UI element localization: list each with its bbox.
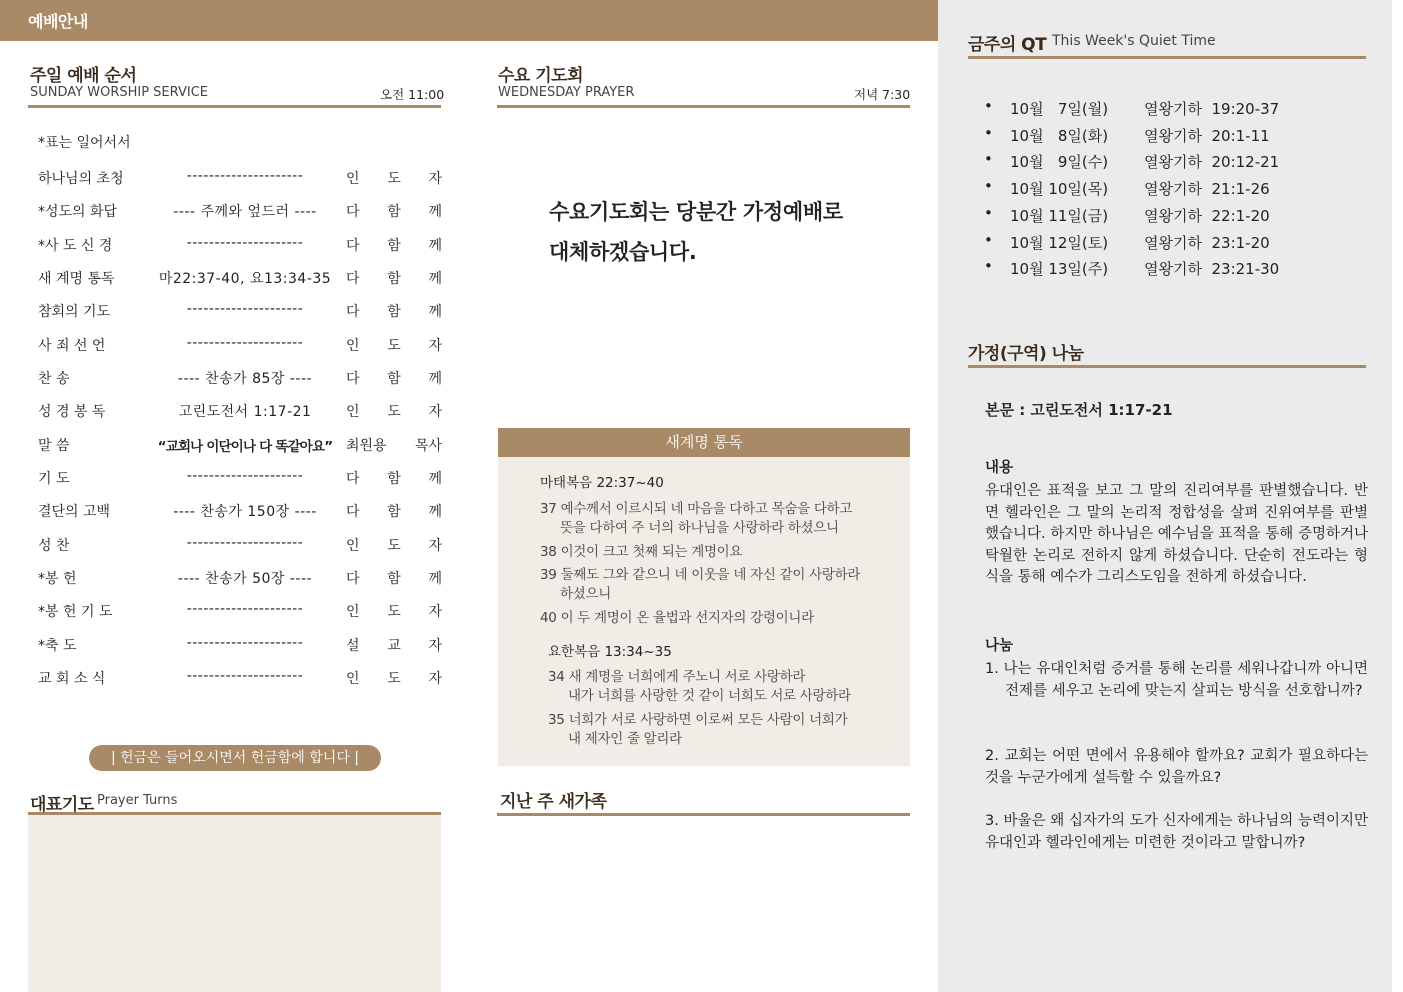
qt-passage: 열왕기하 23:1-20 <box>1144 233 1270 252</box>
share-question-1: 1. 나는 유대인처럼 증거를 통해 논리를 세워나갑니까 아니면 전제를 세우고 논리에 맞는지 살피는 방식을 선호합니까? <box>985 661 1368 699</box>
order-item: *성도의 화답 <box>38 204 118 220</box>
order-leader: 인 도 자 <box>346 404 442 420</box>
qt-passage: 열왕기하 21:1-26 <box>1144 180 1270 199</box>
content-text: 유대인은 표적을 보고 그 말의 진리여부를 판별했습니다. 반면 헬라인은 그 말의 논리적 정합성을 살펴 진위여부를 판별했습니다. 하지만 하나님은 예수님을 표적을 통해 증명하거나 탁월한 논리로 전하지 않게 하셨습니다. 단순히 전도라는 형식을 통해 예수가 그리스도임을 전하게 하셨습니다. <box>985 483 1368 585</box>
worship-order-row <box>38 501 440 523</box>
verse-line: 39 둘째도 그와 같으니 네 이웃을 네 자신 같이 사랑하라 <box>540 567 861 583</box>
qt-date: 10월 10일(목) <box>1010 180 1109 199</box>
share-question-2: 2. 교회는 어떤 면에서 유용해야 할까요? 교회가 필요하다는 것을 누군가에게 설득할 수 있을까요? <box>985 748 1368 786</box>
worship-order-row <box>38 168 440 190</box>
order-leader: 다 함 께 <box>346 304 442 320</box>
banner-title: 예배안내 <box>28 12 88 31</box>
qt-subtitle: This Week's Quiet Time <box>1052 33 1216 49</box>
order-content: --------------------- <box>186 168 304 184</box>
share-label: 나눔 <box>985 638 1014 654</box>
order-leader: 인 도 자 <box>346 671 442 687</box>
order-content: --------------------- <box>186 468 304 484</box>
order-content: 마22:37-40, 요13:34-35 <box>158 271 332 287</box>
order-content: --------------------- <box>186 668 304 684</box>
matthew-title: 마태복음 22:37~40 <box>540 475 664 491</box>
order-item: 교 회 소 식 <box>38 671 106 687</box>
worship-order-row <box>38 335 440 357</box>
order-content: ---- 찬송가 85장 ---- <box>177 371 313 387</box>
sunday-title: 주일 예배 순서 <box>30 66 137 86</box>
qt-item <box>984 232 1304 254</box>
qt-date: 10월 13일(주) <box>1010 260 1109 279</box>
prayer-turns-title: 대표기도 <box>30 795 94 815</box>
bullet-icon: • <box>984 230 993 249</box>
order-item: 참회의 기도 <box>38 304 111 320</box>
order-item: 성 경 봉 독 <box>38 404 106 420</box>
qt-passage: 열왕기하 20:1-11 <box>1144 126 1270 145</box>
order-leader: 다 함 께 <box>346 204 442 220</box>
notice-line-1: 수요기도회는 당분간 가정예배로 <box>549 200 843 224</box>
qt-date: 10월 11일(금) <box>1010 206 1109 225</box>
worship-order-row <box>38 635 440 657</box>
wednesday-time: 저녁 7:30 <box>854 87 911 102</box>
order-leader: 다 함 께 <box>346 238 442 254</box>
qt-item <box>984 98 1304 120</box>
order-leader: 인 도 자 <box>346 604 442 620</box>
order-item: 하나님의 초청 <box>38 171 124 187</box>
order-leader: 최원용 목사 <box>346 438 442 454</box>
order-content: --------------------- <box>186 535 304 551</box>
order-content: --------------------- <box>186 635 304 651</box>
qt-passage: 열왕기하 22:1-20 <box>1144 206 1270 225</box>
order-content: --------------------- <box>186 335 304 351</box>
order-leader: 인 도 자 <box>346 338 442 354</box>
order-content: --------------------- <box>186 301 304 317</box>
worship-order-row <box>38 668 440 690</box>
verse-line: 40 이 두 계명이 온 율법과 선지자의 강령이니라 <box>540 610 814 626</box>
order-item: 사 죄 선 언 <box>38 338 106 354</box>
standing-note: *표는 일어서서 <box>38 135 131 151</box>
order-content: “교회나 이단이나 다 똑같아요” <box>157 439 333 455</box>
worship-order-row <box>38 201 440 223</box>
qt-passage: 열왕기하 20:12-21 <box>1144 153 1280 172</box>
verse-line: 하셨으니 <box>560 586 611 602</box>
order-item: 기 도 <box>38 471 70 487</box>
order-content: ---- 찬송가 50장 ---- <box>177 571 313 587</box>
order-leader: 설 교 자 <box>346 638 442 654</box>
wednesday-title: 수요 기도회 <box>498 66 584 86</box>
qt-item <box>984 151 1304 173</box>
commandment-header: 새계명 통독 <box>498 428 910 457</box>
order-leader: 다 함 께 <box>346 371 442 387</box>
order-item: 찬 송 <box>38 371 70 387</box>
order-item: *봉 헌 기 도 <box>38 604 113 620</box>
qt-item <box>984 258 1304 280</box>
worship-order-row <box>38 235 440 257</box>
bullet-icon: • <box>984 150 993 169</box>
order-item: *봉 헌 <box>38 571 77 587</box>
qt-date: 10월 9일(수) <box>1010 153 1109 172</box>
order-item: 성 찬 <box>38 538 70 554</box>
verse-line: 34 새 계명을 너희에게 주노니 서로 사랑하라 <box>548 669 806 685</box>
page-edge <box>1392 0 1403 992</box>
prayer-turns-box <box>28 815 441 992</box>
order-content: --------------------- <box>186 601 304 617</box>
verse-line: 내 제자인 줄 알리라 <box>568 731 682 747</box>
order-item: *사 도 신 경 <box>38 238 113 254</box>
order-item: 말 씀 <box>38 438 70 454</box>
offering-note: | 헌금은 들어오시면서 헌금함에 합니다 | <box>89 745 381 771</box>
qt-passage: 열왕기하 23:21-30 <box>1144 260 1280 279</box>
bullet-icon: • <box>984 97 993 115</box>
order-leader: 인 도 자 <box>346 171 442 187</box>
sunday-subtitle: SUNDAY WORSHIP SERVICE <box>30 85 208 100</box>
qt-item <box>984 205 1304 227</box>
worship-order-row <box>38 468 440 490</box>
family-share-title: 가정(구역) 나눔 <box>968 344 1084 364</box>
order-content: 고린도전서 1:17-21 <box>178 404 312 420</box>
wednesday-subtitle: WEDNESDAY PRAYER <box>498 85 635 100</box>
order-item: *축 도 <box>38 638 77 654</box>
bullet-icon: • <box>984 203 993 222</box>
worship-order-row <box>38 568 440 590</box>
content-label: 내용 <box>985 460 1014 476</box>
verse-line: 35 너희가 서로 사랑하면 이로써 모든 사람이 너희가 <box>548 712 848 728</box>
order-content: ---- 찬송가 150장 ---- <box>173 504 317 520</box>
verse-line: 37 예수께서 이르시되 네 마음을 다하고 목숨을 다하고 <box>540 501 853 517</box>
qt-date: 10월 7일(월) <box>1010 100 1109 118</box>
qt-title: 금주의 QT <box>968 35 1047 55</box>
order-leader: 다 함 께 <box>346 504 442 520</box>
john-title: 요한복음 13:34~35 <box>548 644 672 660</box>
prayer-turns-subtitle: Prayer Turns <box>97 793 178 808</box>
qt-item <box>984 125 1304 147</box>
bullet-icon: • <box>984 257 993 276</box>
order-content: --------------------- <box>186 235 304 251</box>
order-leader: 인 도 자 <box>346 538 442 554</box>
bullet-icon: • <box>984 177 993 196</box>
worship-order-row <box>38 435 440 457</box>
worship-order-row <box>38 601 440 623</box>
wednesday-notice <box>549 192 909 272</box>
order-leader: 다 함 께 <box>346 471 442 487</box>
verse-line: 뜻을 다하여 주 너의 하나님을 사랑하라 하셨으니 <box>560 520 839 536</box>
qt-item <box>984 178 1304 200</box>
commandment-box <box>498 457 910 766</box>
scripture-reference: 본문 : 고린도전서 1:17-21 <box>985 401 1173 419</box>
worship-order-row <box>38 368 440 390</box>
worship-order-row <box>38 535 440 557</box>
order-content: ---- 주께와 엎드러 ---- <box>173 204 317 220</box>
order-leader: 다 함 께 <box>346 271 442 287</box>
notice-line-2: 대체하겠습니다. <box>549 240 697 264</box>
order-leader: 다 함 께 <box>346 571 442 587</box>
share-question-3: 3. 바울은 왜 십자가의 도가 신자에게는 하나님의 능력이지만 유대인과 헬라인에게는 미련한 것이라고 말합니까? <box>985 813 1368 851</box>
qt-passage: 열왕기하 19:20-37 <box>1144 100 1280 118</box>
bullet-icon: • <box>984 123 993 142</box>
order-item: 결단의 고백 <box>38 504 111 520</box>
worship-order-row <box>38 401 440 423</box>
new-family-title: 지난 주 새가족 <box>500 792 607 812</box>
verse-line: 내가 너희를 사랑한 것 같이 너희도 서로 사랑하라 <box>568 688 851 704</box>
sunday-time: 오전 11:00 <box>380 87 445 102</box>
qt-date: 10월 12일(토) <box>1010 233 1109 252</box>
section-banner <box>0 0 938 41</box>
worship-order-row <box>38 268 440 290</box>
qt-date: 10월 8일(화) <box>1010 126 1109 145</box>
order-item: 새 계명 통독 <box>38 271 115 287</box>
worship-order-row <box>38 301 440 323</box>
verse-line: 38 이것이 크고 첫째 되는 계명이요 <box>540 544 743 560</box>
